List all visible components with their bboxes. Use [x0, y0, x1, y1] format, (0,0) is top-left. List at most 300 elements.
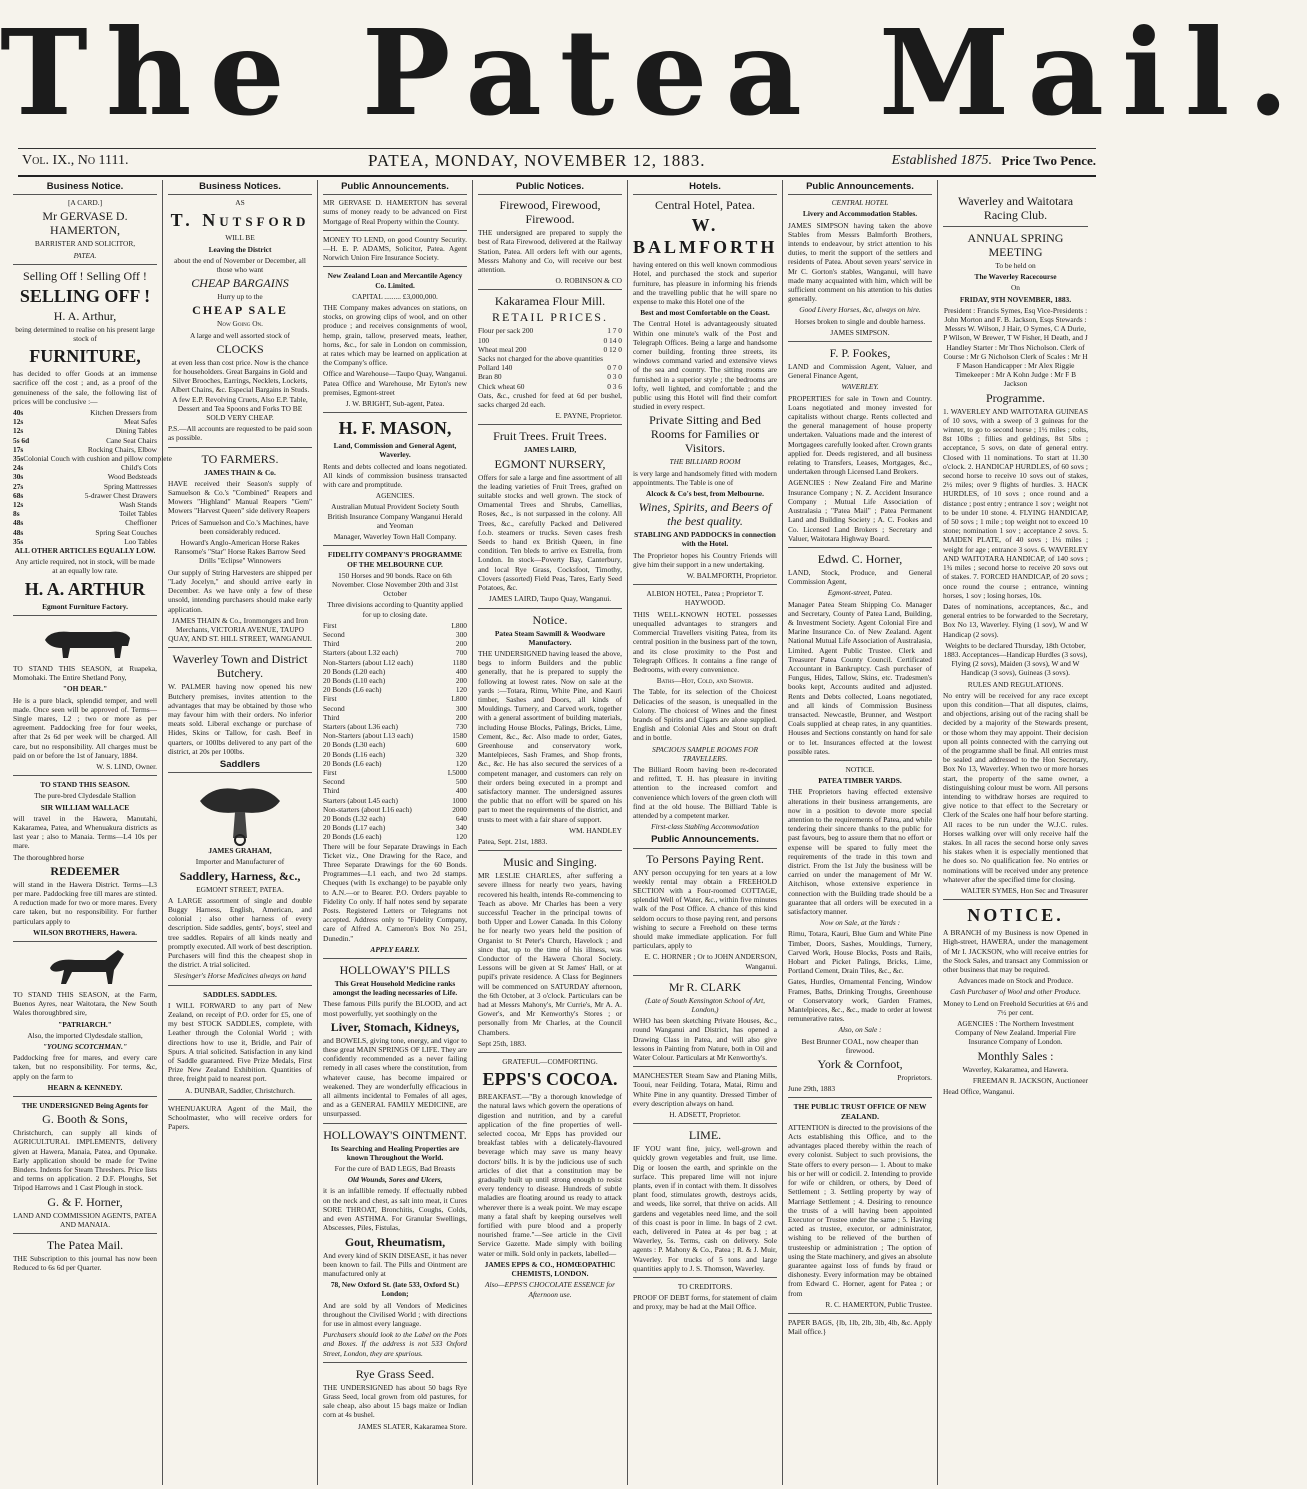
- patriarch-text: TO STAND THIS SEASON, at the Farm, Buenos Ayres, near Waitotara, the New South Wales thoroughbred sire,: [13, 989, 157, 1018]
- item-label: Sacks not charged for the above quantities: [478, 354, 604, 364]
- livery-body: JAMES SIMPSON having taken the above Stables from Messrs Balmforth Brothers, intends to endeavour, by strict attention to his duties, to merit the support of the settlers and residents of Patea. About seven years' service in Mr C. Gorton's stables, Wanganui, will have made many acquainted with him, which will be sufficient comment on his attention to his duties generally.: [788, 220, 932, 304]
- list-item: [478, 354, 622, 363]
- scotchman: "YOUNG SCOTCHMAN.": [42, 1041, 128, 1051]
- list-item: [323, 814, 467, 823]
- item-value: 0 3 0: [607, 372, 622, 382]
- ointment-for: For the cure of BAD LEGS, Bad Breasts: [334, 1164, 456, 1174]
- arthur-sub: Egmont Furniture Factory.: [42, 601, 128, 611]
- sawmill-sign: WM. HANDLEY: [569, 825, 622, 835]
- list-item: [13, 436, 157, 445]
- bull-illustration: [30, 620, 140, 664]
- item-label: 12s: [13, 426, 24, 436]
- flour-head: Kakaramea Flour Mill.: [494, 294, 606, 309]
- symes: WALTER SYMES, Hon Sec and Treasurer: [960, 886, 1088, 895]
- item-value: 1 7 0: [607, 326, 622, 336]
- item-label: Non-Starters (about L12 each): [323, 657, 414, 667]
- gout-body: And every kind of SKIN DISEASE, it has never been known to fail. The Pills and Ointment are manufactured only at: [323, 1250, 467, 1278]
- coal: Best Brunner COAL, now cheaper than firewood.: [801, 1036, 919, 1055]
- graham-sub: Importer and Manufacturer of: [195, 857, 285, 867]
- oh-dear-sign: W. S. LIND, Owner.: [96, 761, 157, 771]
- graham-body: A LARGE assortment of single and double Buggy Harness, English, American, and colonial ; also other harness of every description. Side saddles, gents', boys', steel and tree saddles. Repairs of all kinds neatly and promptly executed. All work of best description. Purchasers will find this the cheapest shop in the district. A trial solicited.: [168, 895, 312, 970]
- butchery-head: Waverley Town and District Butchery.: [172, 652, 308, 681]
- item-value: 200: [455, 675, 467, 685]
- albion: ALBION HOTEL, Patea ; Proprietor T. HAYWOOD.: [646, 589, 764, 608]
- steam-sign: H. ADSETT, Proprietor.: [669, 1110, 741, 1120]
- item-value: 120: [455, 832, 467, 842]
- hamerton-place: PATEA.: [73, 250, 97, 260]
- fookes-sub: LAND and Commission Agent, Valuer, and General Finance Agent,: [788, 362, 932, 381]
- item-value: 200: [455, 639, 467, 649]
- nutsford: T. Nutsford: [170, 210, 310, 231]
- laird-sign: JAMES LAIRD, Taupo Quay, Wanganui.: [488, 594, 612, 604]
- list-item: [13, 463, 157, 472]
- albion-body: THIS WELL-KNOWN HOTEL possesses unequalled advantages to strangers and Commercial Travellers visiting Patea, from its central position in the business part of the town, and its close proximity to the Post and Telegraph Offices. It contains a fine range of Bedrooms, with every convenience.: [633, 609, 777, 674]
- item-label: Starters (about L36 each): [323, 721, 398, 731]
- york-date: June 29th, 1883: [788, 1084, 836, 1094]
- whenuakura: WHENUAKURA Agent of the Mail, the Schoolmaster, who will receive orders for Papers.: [168, 1103, 312, 1132]
- item-label: 20 Bonds (L6 each): [323, 758, 382, 768]
- booth-body: Christchurch, can supply all kinds of AGRICULTURAL IMPLEMENTS, delivery given at Hawera, Manaia, Patea, and Opunake. Early application should be made for Twine Binders. Indents for Steam Threshers. Price lists and terms on application. 2 D.F. Ploughs, Set Tripod Harrows and 1 Cast Plough in stock.: [13, 1128, 157, 1193]
- agencies: AGENCIES.: [375, 491, 415, 501]
- any-article: Any article required, not in stock, will be made at an equally low rate.: [15, 557, 155, 576]
- item-label: 20 Bonds (L20 each): [323, 666, 386, 676]
- item-value: 2000: [452, 804, 467, 814]
- item-value: 0 7 0: [607, 363, 622, 373]
- clark-sub: (Late of South Kensington School of Art, London,): [645, 995, 765, 1014]
- pills-intro: These famous Pills purify the BLOOD, and act most powerfully, yet soothingly on the: [323, 999, 467, 1018]
- item-label: 20 Bonds (L30 each): [323, 740, 386, 750]
- mason-sub: Land, Commission and General Agent, Waverley.: [333, 441, 457, 460]
- central: Central Hotel, Patea.: [655, 198, 755, 213]
- sawmill-body: THE UNDERSIGNED having leased the above, begs to inform Builders and the public generally, that he is prepared to supply the following at lowest rates. Now on sale at the yards :—Totara, Rimu, White Pine, and Kauri timber, Sashes and Doors, all kinds of Mouldings. Turnery, and Carved work, together with a general assortment of building materials, including House Blocks, Palings, Bricks, Lime, Cement, &c., &c. Also made to order, Gates, Greenhouse and conservatory work, Mantelpieces, Sash Frames, and Shop fronts, &c., &c. He has also secured the services of a competent manager, and customers can rely on their orders being executed in a prompt and satisfactory manner. The undersigned assures the public that no effort will be spared on his part to meet the requirements of the district, and trusts to meet with a fair share of support.: [478, 648, 622, 824]
- item-value: 0 3 6: [607, 381, 622, 391]
- agencies-body: Australian Mutual Provident Society South British Insurance Company Wanganui Herald and Yeoman: [327, 502, 463, 530]
- card-label: [A CARD.]: [67, 198, 103, 208]
- officers: President : Francis Symes, Esq Vice-Presidents : John Morton and F. B. Jackson, Esqs Stewards : Messrs W. Wilson, J Hair, O Symes, C A Durie, P Wilson, W Brewer, T W Fisher, H Death, and J Handley Starter : Mr Thos Nicholson. Clerk of Course : Mr G Nicholson Clerk of Scales : Mr H F Mason Handicapper : Mr Alex Riggie Timekeeper : Mr A Kohn Judge : Mr F B Jackson: [943, 305, 1088, 389]
- item-label: Second: [323, 777, 345, 787]
- hamerton-name: Mr GERVASE D. HAMERTON,: [42, 209, 128, 238]
- fidelity-intro: Three divisions according to Quantity applied for up to closing date.: [327, 600, 463, 619]
- list-item: [323, 731, 467, 740]
- mason-manager: Manager, Waverley Town Hall Company.: [333, 532, 457, 542]
- annual: ANNUAL SPRING MEETING: [967, 231, 1064, 259]
- balmforth-body: having entered on this well known commodious Hotel, and purchased the stock and superior furniture, has pleasure in informing his friends and the travelling public that he will spare no expense to make this Hotel one of the: [633, 260, 777, 307]
- column-4: [473, 180, 628, 1485]
- item-label: 20 Bonds (L17 each): [323, 823, 386, 833]
- item-value: 1180: [452, 657, 467, 667]
- item-value: Meat Safes: [123, 417, 157, 427]
- item-label: 35s: [13, 454, 24, 464]
- list-item: [323, 805, 467, 814]
- wines: Wines, Spirits, and Beers of the best quality.: [638, 500, 772, 529]
- retail-prices: RETAIL PRICES.: [492, 310, 608, 325]
- timber-body: THE Proprietors having effected extensive alterations in their business arrangements, are now in a position to devote more special attention to the requirements of Patea, and while tendering their sincere thanks to the public for past favours, beg to assure them that no effort or expense will be spared to fully meet the requirements of the trade in this town and district. From the 1st July the business will be carried on under the management of Mr W. Aitchison, whose extensive experience in connection with the Building trade should be a guarantee that all orders will be executed in a satisfactory manner.: [788, 787, 932, 917]
- rent-head: To Persons Paying Rent.: [646, 851, 764, 866]
- list-item: [323, 630, 467, 639]
- list-item: [13, 500, 157, 509]
- rules: RULES AND REGULATIONS.: [967, 679, 1064, 689]
- volume-number: Vol. IX., No 1111.: [22, 153, 129, 168]
- list-item: [323, 759, 467, 768]
- item-label: 12s: [13, 417, 24, 427]
- epps-sign: JAMES EPPS & CO., HOMŒOPATHIC CHEMISTS, LONDON.: [484, 1259, 616, 1279]
- nzloan-head: New Zealand Loan and Mercantile Agency Co. Limited.: [327, 271, 463, 290]
- butchery-body: W. PALMER having now opened his new Butchery premises, invites attention to the advantages that may be obtained by those who may favour him with their orders. No inferior meats sold. Liberal exchange or purchase of Hides, Skins or Tallow, for cash. Beef in quarters, or 100lbs delivered to any part of the district, at 20s per 100lbs.: [168, 682, 312, 756]
- place-date: PATEA, MONDAY, NOVEMBER 12, 1883.: [368, 151, 706, 170]
- column-2: [163, 180, 318, 1485]
- now-going: Now Going On.: [217, 319, 263, 329]
- item-value: Kitchen Dressers from: [90, 408, 157, 418]
- fookes-body: PROPERTIES for sale in Town and Country. Loans negotiated and money invested for capitalists without charge. Rents collected and the general management of house property undertaken. Valuations made and the interest of Mortgagees carefully looked after. Crown grants applied for. Deeds registered, and all business relating to Transfers, Leases, Mortgages, &c., undertaken through Licensed Land Brokers.: [788, 393, 932, 477]
- item-label: Second: [323, 629, 345, 639]
- creditors-body: PROOF OF DEBT forms, for statement of claim and proxy, may be had at the Mail Office.: [633, 1293, 777, 1312]
- first-class: First-class Stabling Accommodation: [651, 822, 759, 832]
- item-label: 5s 6d: [13, 435, 30, 445]
- dunbar: A. DUNBAR, Saddler, Christchurch.: [185, 1085, 295, 1095]
- list-item: [323, 777, 467, 786]
- balmforth-sign: W. BALMFORTH, Proprietor.: [686, 571, 777, 581]
- flour-sign: E. PAYNE, Proprietor.: [555, 411, 622, 421]
- lime: LIME.: [688, 1128, 722, 1143]
- item-value: L5000: [447, 767, 467, 777]
- item-value: Cheffioner: [125, 518, 157, 528]
- column-heading: Public Notices.: [478, 180, 622, 195]
- item-label: Chick wheat 60: [478, 381, 525, 391]
- item-label: 20 Bonds (L10 each): [323, 675, 386, 685]
- item-value: Wood Bedsteads: [107, 472, 157, 482]
- list-item: [323, 648, 467, 657]
- saddlers-heading: Saddlers: [168, 758, 312, 773]
- thain: JAMES THAIN & Co.: [204, 467, 276, 477]
- item-value: Toilet Tables: [118, 509, 157, 519]
- item-label: Pollard 140: [478, 363, 513, 373]
- list-item: [13, 482, 157, 491]
- pills-body: and BOWELS, giving tone, energy, and vigor to these great MAIN SPRINGS OF LIFE. They are confidently recommended as a never failing remedy in all cases where the constitution, from whatever cause, has become impaired or weakened. They are wonderfully efficacious in all ailments incidental to Females of all ages, and as a GENERAL FAMILY MEDICINE, are unsurpassed.: [323, 1035, 467, 1119]
- item-label: 48s: [13, 518, 24, 528]
- redeemer-sub: The thoroughbred horse: [13, 852, 85, 862]
- item-label: Non-starters (about L16 each): [323, 804, 412, 814]
- list-item: [478, 326, 622, 335]
- sawmill-date: Patea, Sept. 21st, 1883.: [478, 836, 548, 846]
- trust-sign: R. C. HAMERTON, Public Trustee.: [825, 1299, 932, 1309]
- list-item: [323, 704, 467, 713]
- item-label: 20 Bonds (L6 each): [323, 685, 382, 695]
- oh-dear-text: TO STAND THIS SEASON, at Ruapeka, Momohaki. The Entire Shetland Pony,: [13, 663, 157, 683]
- all-other: ALL OTHER ARTICLES EQUALLY LOW.: [14, 546, 156, 556]
- nzloan-capital: CAPITAL ......... £3,000,000.: [352, 291, 438, 301]
- redeemer-body: will stand in the Hawera District. Terms—L3 per mare. Paddocking free till mares are stinted. A reduction made for two or more mares. Every care taken, but no responsibility. For further particulars apply to: [13, 879, 157, 926]
- item-label: Non-Starters (about L13 each): [323, 731, 414, 741]
- item-value: 340: [455, 823, 467, 833]
- list-item: [323, 658, 467, 667]
- list-item: [13, 509, 157, 518]
- flour-table: [478, 326, 622, 390]
- item-value: 1580: [452, 731, 467, 741]
- item-value: Dining Tables: [115, 426, 157, 436]
- list-item: [323, 667, 467, 676]
- selling-small: Selling Off ! Selling Off !: [23, 268, 147, 283]
- fruit-head: Fruit Trees. Fruit Trees.: [493, 429, 607, 444]
- ps: P.S.—All accounts are requested to be paid soon as possible.: [168, 424, 312, 443]
- alcock: Alcock & Co's best, from Melbourne.: [646, 489, 764, 499]
- hamerton-notice: MR GERVASE D. HAMERTON has several sums of money ready to be advanced on First Mortgage of Real Property within the County.: [323, 198, 467, 226]
- rye-sign: JAMES SLATER, Kakaramea Store.: [358, 1421, 467, 1431]
- item-value: Cane Seat Chairs: [106, 435, 157, 445]
- nzloan-office: Office and Warehouse—Taupo Quay, Wanganui. Patea Office and Warehouse, Mr Eyton's new premises, Egmont-street: [323, 369, 467, 397]
- ointment-body: it is an infallible remedy. If effectually rubbed on the neck and chest, as salt into meat, it Cures SORE THROAT, Bronchitis, Coughs, Colds, and even ASTHMA. For Granular Swellings, Abscesses, Piles, Fistulas,: [323, 1186, 467, 1233]
- item-value: 0 14 0: [603, 335, 622, 345]
- list-item: [13, 518, 157, 527]
- billiard-body: is very large and handsomely fitted with modern appointments. The Table is one of: [633, 468, 777, 487]
- clocks-body: at even less than cost price. Now is the chance for householders. Great Bargains in Gold and Silver Brooches, Earrings, Necklets, Lockets, Albert Chains, &c. Especial Bargains in Studs. A few E.P. Revolving Cruets, Also E.P. Table, Dessert and Tea Spoons and Forks TO BE SOLD VERY CHEAP.: [170, 357, 310, 423]
- item-value: 120: [455, 685, 467, 695]
- column-heading: Public Announcements.: [788, 180, 932, 195]
- will-be: WILL BE: [225, 233, 255, 243]
- item-value: 500: [455, 777, 467, 787]
- item-label: 100: [478, 335, 490, 345]
- oxford: 78, New Oxford St. (late 533, Oxford St.) London;: [330, 1280, 460, 1299]
- wilson: WILSON BROTHERS, Hawera.: [33, 927, 137, 937]
- saddle-illustration: [185, 776, 295, 846]
- item-label: First: [323, 694, 337, 704]
- music-head: Music and Singing.: [503, 855, 597, 870]
- column-5: [628, 180, 783, 1485]
- proprietor: The Proprietor hopes his Country Friends will give him their support in a new undertaking.: [633, 550, 777, 569]
- fookes: F. P. Fookes,: [829, 346, 891, 361]
- item-value: 5-drawer Chest Drawers: [84, 490, 157, 500]
- hamerton-title: BARRISTER AND SOLICITOR,: [34, 239, 136, 249]
- item-value: 640: [455, 813, 467, 823]
- rye-body: THE UNDERSIGNED has about 50 bags Rye Grass Seed, local grown from old pastures, for sale cheap, also about 15 bags maize or Indian corn at 4s bushel.: [323, 1382, 467, 1420]
- list-item: [13, 426, 157, 435]
- list-item: [13, 537, 157, 546]
- thain-sign: JAMES THAIN & Co., Ironmongers and Iron Merchants, VICTORIA AVENUE, TAUPO QUAY, AND ST. HILL STREET, WANGANUI.: [168, 615, 312, 644]
- item-value: Loo Tables: [124, 536, 157, 546]
- beware: Purchasers should look to the Label on the Pots and Boxes. If the address is not 533 Oxford Street, London, they are spurious.: [323, 1330, 467, 1358]
- horner-street: Egmont-street, Patea.: [827, 588, 893, 598]
- notice: NOTICE.: [845, 764, 875, 774]
- list-item: [478, 382, 622, 391]
- list-item: [323, 740, 467, 749]
- list-item: [13, 528, 157, 537]
- good-livery: Good Livery Horses, &c, always on hire.: [799, 305, 921, 315]
- item-label: Third: [323, 712, 340, 722]
- thain-prices: Prices of Samuelson and Co.'s Machines, have been considerably reduced.: [171, 517, 309, 536]
- money: Money to Lend on Freehold Securities at 6½ and 7½ per cent.: [943, 998, 1088, 1017]
- item-value: 600: [455, 740, 467, 750]
- item-label: Wheat meal 200: [478, 344, 527, 354]
- item-value: Colonial Couch with cushion and pillow complete: [23, 454, 172, 464]
- graham: JAMES GRAHAM,: [208, 846, 272, 856]
- list-item: [13, 417, 157, 426]
- albion-billiard: The Billiard Room having been re-decorated and refitted, T. H. has pleasure in inviting attention to the increased comfort and convenience which lovers of the green cloth will find at the old house. The Billiard Table is attended by a competent marker.: [633, 764, 777, 820]
- laird: JAMES LAIRD,: [523, 445, 577, 455]
- rent-sign: E. C. HORNER ; Or to JOHN ANDERSON, Wanganui.: [644, 952, 777, 971]
- epps-also: Also—EPPS'S CHOCOLATE ESSENCE for Afternoon use.: [484, 1280, 616, 1299]
- item-value: 700: [455, 648, 467, 658]
- patriarch-also: Also, the imported Clydesdale stallion,: [27, 1030, 143, 1040]
- trust-head: THE PUBLIC TRUST OFFICE OF NEW ZEALAND.: [793, 1102, 927, 1121]
- leaving: Leaving the District: [208, 244, 272, 254]
- old-wounds: Old Wounds, Sores and Ulcers,: [347, 1175, 443, 1185]
- head-office: Head Office, Wanganui.: [943, 1087, 1015, 1097]
- item-label: 48s: [13, 527, 24, 537]
- stabling: STABLING AND PADDOCKS in connection with the Hotel.: [634, 530, 776, 549]
- simpson: JAMES SIMPSON.: [830, 327, 890, 337]
- list-item: [323, 750, 467, 759]
- item-value: 0 12 0: [603, 344, 622, 354]
- furniture-text: has decided to offer Goods at an immense sacrifice off the cost ; and, as a proof of the genuineness of the sale, the following list of prices will be conclusive :—: [13, 369, 157, 406]
- list-item: [323, 722, 467, 731]
- gout: Gout, Rheumatism,: [344, 1234, 446, 1249]
- graham-trade: Saddlery, Harness, &c.,: [179, 868, 301, 883]
- patriarch-body: Paddocking free for mares, and every care taken, but no responsibility. For terms, &c, apply on the farm to: [13, 1053, 157, 1081]
- epps: EPPS'S COCOA.: [482, 1069, 618, 1090]
- item-label: 17s: [13, 444, 24, 454]
- holloway-ointment: HOLLOWAY'S OINTMENT.: [323, 1127, 467, 1142]
- item-label: First: [323, 767, 337, 777]
- item-label: Starters (about L32 each): [323, 648, 398, 658]
- timber: PATEA TIMBER YARDS.: [818, 776, 902, 786]
- oh-dear: "OH DEAR.": [62, 684, 108, 694]
- notice-body: A BRANCH of my Business is now Opened in High-street, HAWERA, under the management of Mr I. JACKSON, who will receive entries for the Stock Sales, and transact any Commission or other business that may be required.: [943, 928, 1088, 975]
- fidelity-head: FIDELITY COMPANY'S PROGRAMME OF THE MELBOURNE CUP.: [327, 550, 463, 569]
- fruit-body: Offers for sale a large and fine assortment of all the leading varieties of Fruit Trees, grafted on suitable stocks and well grown. The stock of Ornamental Trees and Shrubs, Camellias, Roses, &c., is not surpassed in the colony. All Trees, &c., carefully Packed and Delivered f.o.b. steamers or trucks. Seven cases fresh Seeds to hand ex British Queen, in fine condition. Ten bleds to arrive ex Estrella, from London. In stock—Poverty Bay, Canterbury, and local Rye Grass, Cocksfoot, Timothy, Clovers (assorted) Field Peas, Tares, Early Seed Potatoes, &c.: [478, 472, 622, 593]
- holloway-pills: HOLLOWAY'S PILLS: [339, 963, 451, 978]
- item-label: Second: [323, 703, 345, 713]
- weights: Weights to be declared Thursday, 18th October, 1883. Acceptances—Handicap Hurdles (3 sovs), Flying (2 sovs), Maiden (3 sovs), W and W Handicap (3 sovs), Guineas (3 sovs).: [943, 640, 1088, 678]
- music-date: Sept 25th, 1883.: [478, 1038, 527, 1048]
- rye-head: Rye Grass Seed.: [355, 1366, 435, 1381]
- item-value: Wash Stands: [119, 500, 157, 510]
- redeemer: REDEEMER: [50, 863, 120, 878]
- list-item: [13, 408, 157, 417]
- racing-title: Waverley and Waitotara Racing Club.: [957, 194, 1074, 222]
- money-notice: MONEY TO LEND, on good Country Security.—H. E. P. ADAMS, Solicitor, Patea. Agent Norwich Union Fire Insurance Society.: [323, 234, 467, 263]
- arthur-big: H. A. ARTHUR: [24, 578, 146, 599]
- item-value: 300: [455, 629, 467, 639]
- list-item: [323, 786, 467, 795]
- firewood-sign: O. ROBINSON & CO: [555, 276, 622, 286]
- central-body: The Central Hotel is advantageously situated Within one minute's walk of the Post and Telegraph Offices. Being a large and handsome corner building, fronting three streets, its windows command varied and extensive views of the sea and country. The sitting rooms are furnished in a superior style ; the bedrooms are lofty, well lighted, and comfortable ; and the public using this Hotel will find their comfort studied in every respect.: [633, 319, 777, 412]
- item-value: L800: [451, 620, 467, 630]
- list-item: [13, 491, 157, 500]
- timber-list: Rimu, Totara, Kauri, Blue Gum and White Pine Timber, Doors, Sashes, Mouldings, Turnery, Carved Work, House Blocks, Posts and Rails, Hobart and Picket Palings, Bricks, Lime, Portland Cement, Drain Tiles, &c., &c.: [788, 929, 932, 976]
- agencies: AGENCIES : The Northern Investment Company of New Zealand. Imperial Fire Insurance Company of London.: [955, 1019, 1076, 1047]
- race-date: FRIDAY, 9TH NOVEMBER, 1883.: [959, 294, 1072, 304]
- epps-body: BREAKFAST.—"By a thorough knowledge of the natural laws which govern the operations of digestion and nutrition, and by a careful application of the fine properties of well-selected cocoa, Mr Epps has provided our breakfast tables with a delicately-flavoured beverage which may save us many heavy doctors' bills. It is by the judicious use of such articles of diet that a constitution may be gradually built up until strong enough to resist every tendency to disease. Hundreds of subtle maladies are floating around us ready to attack wherever there is a weak point. We may escape many a fatal shaft by keeping ourselves well fortified with pure blood and a properly nourished frame."—See article in the Civil Service Gazette. Made simply with boiling water or milk. Sold only in packets, labelled—: [478, 1092, 622, 1258]
- item-label: First: [323, 620, 337, 630]
- oxford-body: And are sold by all Vendors of Medicines throughout the Civilised World ; with directions for use in almost every language.: [323, 1300, 467, 1328]
- list-item: [323, 823, 467, 832]
- column-1: [8, 180, 172, 1485]
- columns: [8, 180, 1108, 1485]
- item-label: 40s: [13, 408, 24, 418]
- list-item: [323, 768, 467, 777]
- rent-body: ANY person occupying for ten years at a low weekly rental may obtain a FREEHOLD SECTION with a Four-roomed COTTAGE, splendid Well of Water, &c., within five minutes walk of the Post Office. A chance of this kind seldom occurs to those paying rent, and persons wishing to secure a Freehold on these terms should make immediate application. For full particulars, apply to: [633, 867, 777, 951]
- masthead-title: The Patea Mail.: [0, 3, 1307, 142]
- pills-sub: This Great Household Medicine ranks amongst the leading necessaries of Life.: [332, 979, 458, 998]
- graham-note: Slesinger's Horse Medicines always on hand: [173, 971, 307, 981]
- item-value: 1000: [452, 795, 467, 805]
- arthur-name: H. A. Arthur,: [53, 308, 117, 323]
- item-label: 12s: [13, 500, 24, 510]
- item-value: Rocking Chairs, Elbow: [87, 444, 157, 454]
- nominations: Dates of nominations, acceptances, &c., and general entries to be forwarded to the Secretary, Box No 13, Waverley. Flying (1 sov), W and W Handicap (2 sovs).: [943, 601, 1088, 639]
- list-item: [13, 445, 157, 454]
- billiard: THE BILLIARD ROOM: [669, 457, 741, 467]
- graham-street: EGMONT STREET, PATEA.: [196, 884, 284, 894]
- column-6: [783, 180, 938, 1485]
- leaving-body: about the end of November or December, all those who want: [174, 255, 306, 275]
- also-sale: Also, on Sale :: [838, 1025, 882, 1035]
- horses: Horses broken to single and double harness.: [794, 316, 926, 326]
- price: Price Two Pence.: [1001, 153, 1096, 168]
- item-label: 68s: [13, 490, 24, 500]
- column-heading: Hotels.: [633, 180, 777, 195]
- racecourse: The Waverley Racecourse: [974, 272, 1057, 282]
- egmont: EGMONT NURSERY,: [494, 456, 606, 471]
- list-item: [323, 713, 467, 722]
- column-heading: Business Notice.: [13, 180, 157, 195]
- fidelity-sub: 150 Horses and 90 bonds. Race on 6th November. Close November 20th and 31st October: [331, 570, 459, 599]
- item-value: 730: [455, 721, 467, 731]
- flour-note: Oats, &c., crushed for feed at 6d per bushel, sacks charged 2d each.: [478, 390, 622, 410]
- item-value: 120: [455, 758, 467, 768]
- lime-body: IF YOU want fine, juicy, well-grown and quickly grown vegetables and fruit, use lime. Dig or loosen the earth, and sprinkle on the surface. This prepared lime will not injure plants, even if in contact with them. It dissolves plant food, stimulates growth, destroys acids, and weeds, like sorrel, that thrive on acids. All gardens and vegetables need lime, and the soil of this coast is poor in lime. In bags of 2 cwt. each, delivered in Patea at 4s per bag ; at Waverley, 5s. Terms, cash on delivery. Sole agents : P. Mahony & Co., Patea ; R. & J. Muir, Waverley. For trucks of 5 tons and large quantities apply to J. S. Thomson, Waverley.: [633, 1144, 777, 1273]
- list-item: [323, 796, 467, 805]
- music-body: MR LESLIE CHARLES, after suffering a severe illness for nearly two years, having recovered his health, intends Re-commencing to Teach as above. Mr Charles has been a very successful Teacher in the principal towns of both Upper and Lower Canada. In this Colony he for nearly two years held the position of Organist to St Peter's Church, Havelock ; and since that, up to the time of his illness, was Conductor of the Hawera Choral Society. Lessons will be given at St James' Hall, or at pupil's private residence. A Class for Beginners will be commenced on SATURDAY afternoon, the 6th October, at 3 o'clock. Particulars can be had at Messrs Mahony's, Mr Currie's, Mr A. A. Gower's, and Mr Kenworthy's Stores ; or personally from Mr Charles, at the Council Chambers.: [478, 871, 622, 1037]
- grateful: GRATEFUL—COMFORTING.: [502, 1057, 598, 1067]
- cheap-bargains: CHEAP BARGAINS: [191, 276, 289, 291]
- list-item: [323, 694, 467, 703]
- programme: Programme.: [986, 390, 1045, 405]
- saddles: SADDLES. SADDLES.: [203, 989, 277, 999]
- item-value: 300: [455, 703, 467, 713]
- list-item: [13, 454, 172, 464]
- item-label: Third: [323, 786, 340, 796]
- saddles-body: I WILL FORWARD to any part of New Zealand, on receipt of P.O. order for £5, one of my best STOCK SADDLES, complete, with Leather through the Colonial World ; with directions how to use it, Bridle, and Pair of Spurs. A trial solicited. Satisfaction in any kind of Saddle guaranteed. Five Prize Medals, First Prize New Zealand Exhibition. Quantities of three, freight paid to nearest port.: [168, 1000, 312, 1084]
- clocks: CLOCKS: [216, 341, 264, 356]
- price-list: [13, 408, 172, 546]
- item-label: Third: [323, 639, 340, 649]
- wallace-name: SIR WILLIAM WALLACE: [40, 802, 130, 812]
- arthur-text: being determined to realise on his present large stock of: [15, 324, 155, 344]
- item-label: Starters (about L45 each): [323, 795, 398, 805]
- sawmill: Patea Steam Sawmill & Woodware Manufactory.: [494, 628, 606, 647]
- oh-dear-body: He is a pure black, splendid temper, and well made. Once seen will be approved of. Terms—Single mares, L2 ; two or more as per agreement. Paddocking free for four weeks, after that 2s 6d per week will be charged. All care, but no responsibility. All charges must be paid on or before the 1st of January, 1884.: [13, 695, 157, 760]
- column-3: [318, 180, 473, 1485]
- item-value: Child's Cots: [120, 463, 157, 473]
- as: AS: [235, 198, 245, 208]
- clark-body: WHO has been sketching Private Houses, &c., round Wanganui and District, has opened a Drawing Class in Patea, and will also give lessons in Painting from Nature, both in Oil and Water Colour. Particulars at Mr Kenworthy's.: [633, 1016, 777, 1063]
- patriarch: "PATRIARCH.": [58, 1019, 112, 1029]
- mason: H. F. MASON,: [338, 418, 452, 439]
- creditors: TO CREDITORS.: [677, 1282, 733, 1292]
- column-heading: Business Notices.: [168, 180, 312, 195]
- item-label: Bran 80: [478, 372, 502, 382]
- hearn: HEARN & KENNEDY.: [47, 1082, 123, 1092]
- item-value: L800: [451, 694, 467, 704]
- horner-sub: LAND AND COMMISSION AGENTS, PATEA AND MANAIA.: [13, 1210, 157, 1229]
- column-heading: Public Announcements.: [323, 180, 467, 195]
- item-value: 320: [455, 749, 467, 759]
- fidelity-table: [323, 621, 467, 842]
- hurry: Hurry up to the: [217, 292, 263, 302]
- item-value: Spring Seat Couches: [95, 527, 157, 537]
- list-item: [478, 363, 622, 372]
- horse-illustration: [30, 946, 140, 990]
